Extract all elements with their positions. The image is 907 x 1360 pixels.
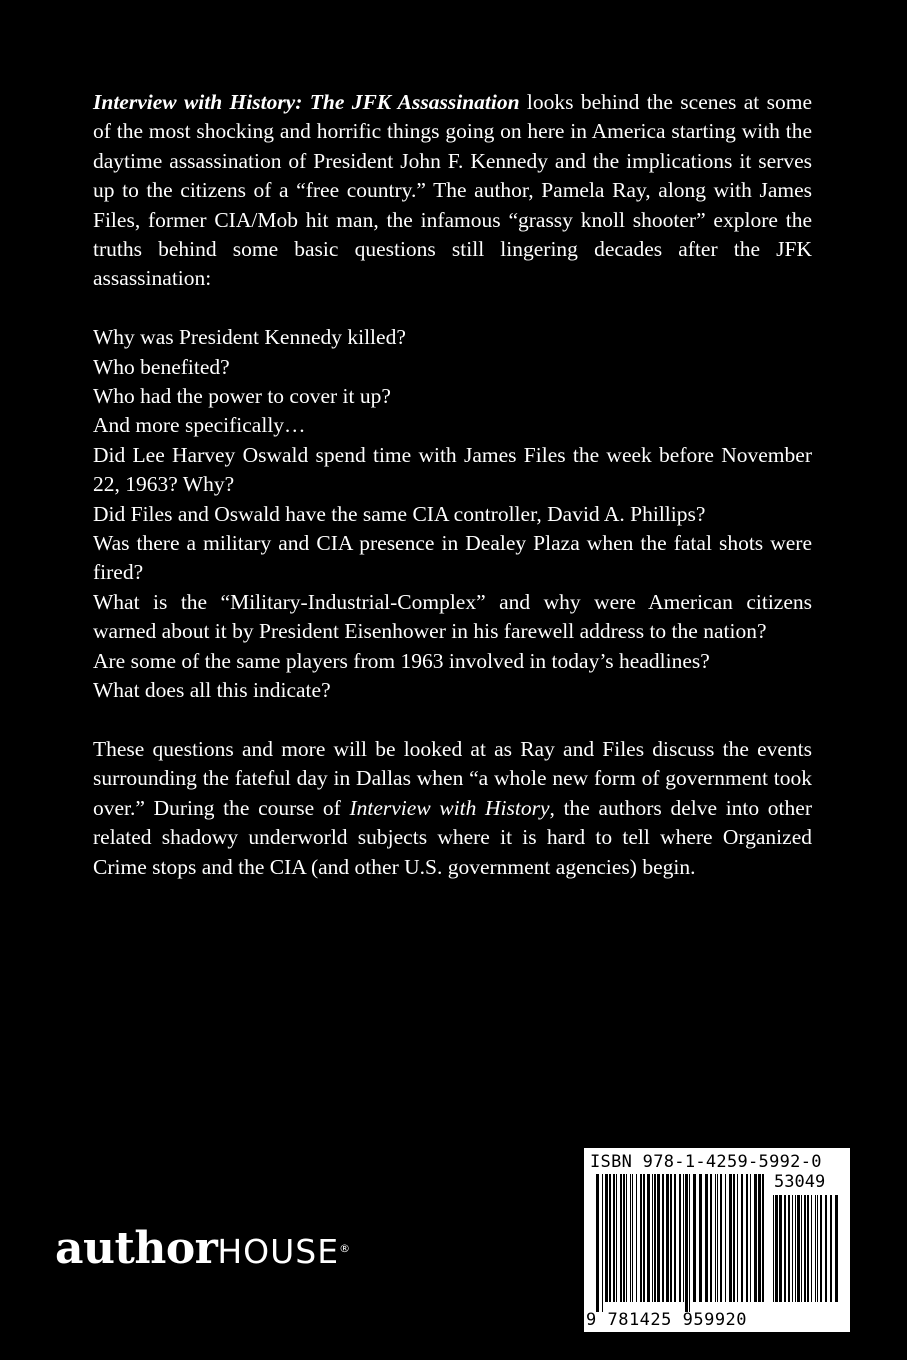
barcode-bar [795,1195,796,1302]
barcode-bar [647,1174,650,1302]
barcode-bar [609,1174,611,1302]
barcode-bar [773,1195,774,1302]
barcode-bar [705,1174,708,1302]
book-title: Interview with History: The JFK Assassination [93,90,520,114]
barcode-bar [746,1174,748,1302]
question-item: Why was President Kennedy killed? [93,325,406,350]
barcode-bar [654,1174,656,1302]
barcode-bar [741,1174,743,1302]
question-item: What does all this indicate? [93,678,331,703]
barcode-bar [737,1174,738,1302]
barcode-bar [729,1174,732,1302]
barcode-bar [797,1195,800,1302]
barcode-bar [643,1174,645,1302]
barcode-bar [652,1174,653,1302]
closing-text-a: These questions and more will be looked at as Ray and Files discuss the events surrounding the fateful day in Dallas when “a whole new form of government took over.” During the course of [93,736,812,820]
barcode-bar [657,1174,660,1302]
barcode-bar [762,1174,764,1302]
barcode-bar [779,1195,782,1302]
barcode-bar [693,1174,696,1302]
barcode-bar [689,1174,690,1312]
closing-book-title: Interview with History [349,795,550,820]
closing-paragraph [93,735,812,882]
barcode-bar [699,1174,702,1302]
barcode-bar [754,1174,757,1302]
barcode-bar [710,1174,712,1302]
barcode-bar [626,1174,627,1302]
barcode-bar [630,1174,631,1302]
authorhouse-logo [55,1224,350,1277]
barcode-bar [670,1174,672,1302]
ean-number: 9 781425 959920 [586,1310,748,1330]
barcode-bar [717,1174,718,1302]
isbn-label: ISBN 978-1-4259-5992-0 [590,1152,822,1172]
barcode-bar [750,1174,751,1302]
barcode-bar [596,1174,599,1312]
barcode-bar [733,1174,735,1302]
barcode-bar [835,1195,838,1302]
question-item: Did Files and Oswald have the same CIA controller, David A. Phillips? [93,501,706,526]
barcode-bar [788,1195,790,1302]
barcode-bar [640,1174,642,1302]
question-item: What is the “Military-Industrial-Complex” and why were American citizens warned about it by President Eisenhower in his farewell address to the nation? [93,589,812,644]
question-list [93,323,812,705]
barcode-bar [715,1174,716,1302]
barcode-bar [758,1174,761,1302]
back-cover-blurb [93,88,812,882]
question-item: And more specifically… [93,413,306,438]
logo-house: HOUSE [217,1232,340,1271]
barcode-bar [725,1174,726,1302]
barcode-bar [662,1174,664,1302]
closing-text-b: , the authors delve into other related shadowy underworld subjects where it is hard to tell where Organized Crime stops and the CIA (and other U.S. government agencies) begin. [93,795,812,879]
question-item: Did Lee Harvey Oswald spend time with James Files the week before November 22, 1963? Why? [93,442,812,497]
question-item: Was there a military and CIA presence in Dealey Plaza when the fatal shots were fired? [93,531,812,585]
barcode-bar [613,1174,615,1302]
barcode-bar [623,1174,625,1302]
price-code: 53049 [774,1172,826,1192]
barcode-bar [830,1195,832,1302]
addon-barcode-bars [773,1195,839,1312]
barcode-bar [807,1195,809,1302]
logo-registered-mark: ® [339,1242,350,1255]
barcode-bar [817,1195,818,1302]
barcode-bar [811,1195,812,1302]
barcode-bar [666,1174,669,1302]
question-item: Are some of the same players from 1963 involved in today’s headlines? [93,648,710,673]
question-item: Who benefited? [93,354,230,379]
barcode-bar [784,1195,786,1302]
barcode-bar [815,1195,816,1302]
barcode-bar [820,1195,822,1302]
barcode-bar [825,1195,827,1302]
barcode-bar [685,1174,688,1312]
ean-barcode-bars [596,1174,768,1312]
barcode-bar [683,1174,684,1302]
barcode-bar [792,1195,793,1302]
barcode-bar [679,1174,681,1302]
isbn-barcode [584,1148,850,1332]
question-item: Who had the power to cover it up? [93,384,391,409]
barcode-bar [632,1174,633,1302]
intro-paragraph [93,88,812,294]
barcode-bar [636,1174,637,1302]
intro-text: looks behind the scenes at some of the most shocking and horrific things going on here in America starting with the daytime assassination of President John F. Kennedy and the implications it serves up to the citizens of a “free country.” The author, Pamela Ray, along with James Files, former CIA/Mob hit man, the infamous “grassy knoll shooter” explore the truths behind some basic questions still lingering decades after the JFK assassination: [93,90,812,291]
barcode-bar [602,1174,603,1312]
barcode-bar [605,1174,608,1302]
barcode-bar [616,1174,617,1302]
barcode-bar [775,1195,778,1302]
barcode-bar [720,1174,722,1302]
logo-author: author [55,1223,218,1274]
barcode-bar [801,1195,802,1302]
barcode-bar [674,1174,676,1302]
barcode-bar [620,1174,622,1302]
barcode-bar [804,1195,806,1302]
